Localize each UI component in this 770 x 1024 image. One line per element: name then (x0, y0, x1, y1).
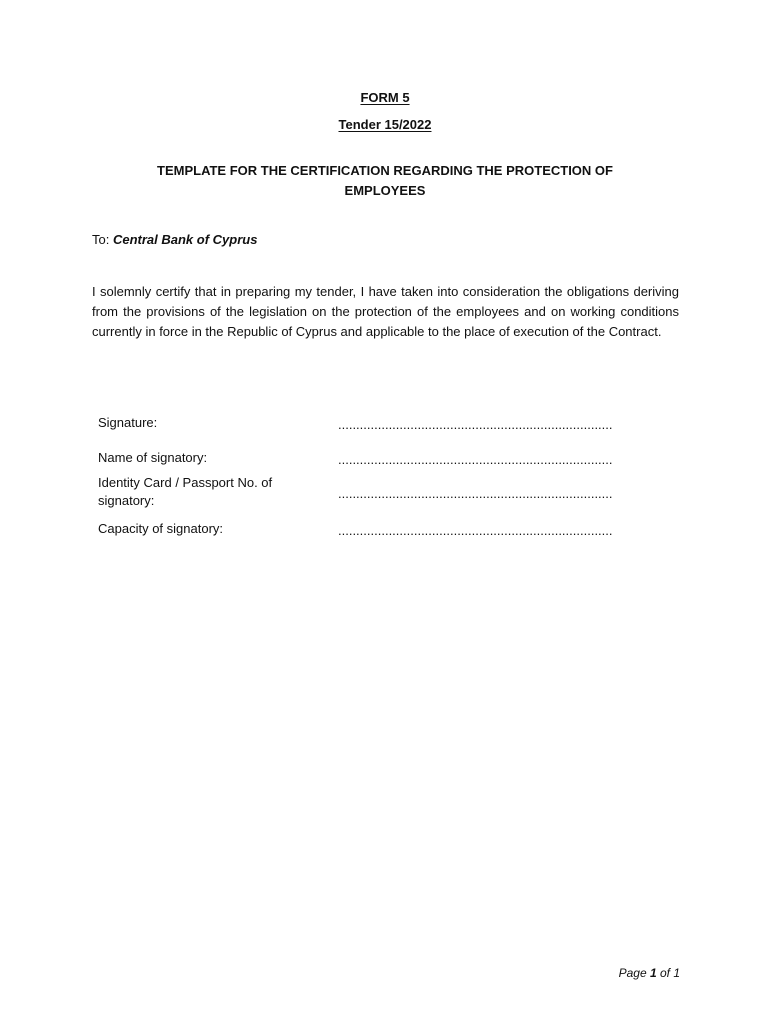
certification-paragraph: I solemnly certify that in preparing my tender, I have taken into consideration the obligations deriving from the provisions of the legislation on the protection of the employees and on working conditions currently in force in the Republic of Cyprus and applicable to the place of execution of the Contract. (92, 284, 679, 339)
form-number-text: FORM 5 (360, 90, 410, 105)
page-word: Page (618, 966, 650, 980)
signatory-name-field: ............................................................................ (338, 452, 613, 467)
addressee (92, 232, 257, 247)
identity-card-label: Identity Card / Passport No. of signatory: (98, 475, 273, 508)
form-number (0, 90, 770, 105)
signature-field: ............................................................................ (338, 417, 613, 432)
tender-reference (0, 117, 770, 132)
page-total: of 1 (656, 966, 680, 980)
capacity-label: Capacity of signatory: (98, 521, 224, 536)
page-current: 1 (649, 966, 657, 980)
identity-card-field: ............................................................................ (338, 486, 613, 501)
addressee-name: Central Bank of Cyprus (112, 232, 258, 247)
tender-reference-text: Tender 15/2022 (338, 117, 432, 132)
signatory-name-label: Name of signatory: (98, 450, 208, 465)
addressee-prefix: To: (92, 232, 113, 247)
signature-label: Signature: (98, 415, 158, 430)
page-number (619, 966, 680, 980)
capacity-field: ............................................................................ (338, 523, 613, 538)
document-title: TEMPLATE FOR THE CERTIFICATION REGARDING THE PROTECTION OF EMPLOYEES (157, 163, 613, 198)
